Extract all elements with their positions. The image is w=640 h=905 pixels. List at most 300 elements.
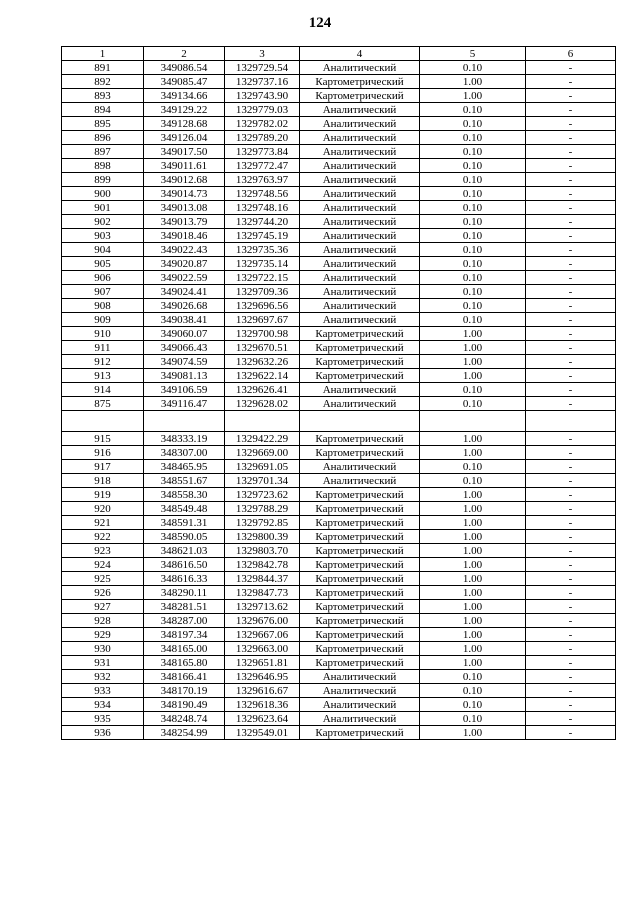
table-cell: 930 <box>62 642 144 656</box>
table-row <box>62 572 616 586</box>
table-cell: 1.00 <box>420 628 526 642</box>
table-cell: 1329622.14 <box>225 369 300 383</box>
table-cell: 1329422.29 <box>225 432 300 446</box>
table-cell: 1.00 <box>420 642 526 656</box>
table-cell: Картометрический <box>300 544 420 558</box>
table-cell: Картометрический <box>300 89 420 103</box>
table-cell: 349126.04 <box>144 131 225 145</box>
table-cell: - <box>526 215 616 229</box>
table-cell: 1.00 <box>420 614 526 628</box>
table-cell: 1329667.06 <box>225 628 300 642</box>
table-cell: 0.10 <box>420 145 526 159</box>
table-cell: 1.00 <box>420 369 526 383</box>
table-cell: 896 <box>62 131 144 145</box>
table-cell: 1329616.67 <box>225 684 300 698</box>
table-cell: 1329789.20 <box>225 131 300 145</box>
table-cell: 0.10 <box>420 117 526 131</box>
table-cell: 1329713.62 <box>225 600 300 614</box>
table-cell: Картометрический <box>300 642 420 656</box>
table-cell: 0.10 <box>420 313 526 327</box>
table-cell: - <box>526 103 616 117</box>
table-cell: 0.10 <box>420 670 526 684</box>
table-cell: 1329701.34 <box>225 474 300 488</box>
table-cell: 891 <box>62 61 144 75</box>
table-row <box>62 75 616 89</box>
table-row <box>62 600 616 614</box>
table-cell: 1329626.41 <box>225 383 300 397</box>
table-cell: - <box>526 656 616 670</box>
table-cell: Аналитический <box>300 215 420 229</box>
table-cell: 349066.43 <box>144 341 225 355</box>
table-cell: - <box>526 726 616 740</box>
table-row <box>62 460 616 474</box>
table-cell: 348616.33 <box>144 572 225 586</box>
table-cell: 915 <box>62 432 144 446</box>
table-cell: - <box>526 89 616 103</box>
table-cell: 0.10 <box>420 159 526 173</box>
table-cell: 1329663.00 <box>225 642 300 656</box>
table-cell: 907 <box>62 285 144 299</box>
column-header: 6 <box>526 47 616 61</box>
table-cell: 1.00 <box>420 600 526 614</box>
table-cell: 923 <box>62 544 144 558</box>
table-cell: 0.10 <box>420 712 526 726</box>
table-cell: Аналитический <box>300 383 420 397</box>
table-cell: 926 <box>62 586 144 600</box>
table-row <box>62 698 616 712</box>
table-row <box>62 726 616 740</box>
table-cell: 348590.05 <box>144 530 225 544</box>
table-header-row <box>62 47 616 61</box>
table-cell: 1.00 <box>420 516 526 530</box>
table-cell: 1329697.67 <box>225 313 300 327</box>
table-cell: 904 <box>62 243 144 257</box>
table-row <box>62 159 616 173</box>
table-cell: 894 <box>62 103 144 117</box>
table-row <box>62 229 616 243</box>
table-cell: Аналитический <box>300 103 420 117</box>
table-row <box>62 446 616 460</box>
table-cell: 902 <box>62 215 144 229</box>
table-cell: 349022.59 <box>144 271 225 285</box>
table-cell: - <box>526 327 616 341</box>
table-cell: 1329748.16 <box>225 201 300 215</box>
table-cell: 912 <box>62 355 144 369</box>
table-row <box>62 313 616 327</box>
table-cell: 925 <box>62 572 144 586</box>
table-cell: 1.00 <box>420 327 526 341</box>
table-cell: 1.00 <box>420 75 526 89</box>
table-cell: - <box>526 516 616 530</box>
table-cell: 0.10 <box>420 103 526 117</box>
table-cell: Аналитический <box>300 201 420 215</box>
table-cell: Картометрический <box>300 530 420 544</box>
table-row <box>62 383 616 397</box>
table-cell: - <box>526 544 616 558</box>
table-cell: 919 <box>62 488 144 502</box>
table-row <box>62 411 616 432</box>
table-cell: 875 <box>62 397 144 411</box>
table-cell: 348190.49 <box>144 698 225 712</box>
table-cell: 924 <box>62 558 144 572</box>
table-cell: 1329735.36 <box>225 243 300 257</box>
table-cell: - <box>526 257 616 271</box>
table-cell: Картометрический <box>300 446 420 460</box>
table-row <box>62 173 616 187</box>
table-cell: - <box>526 642 616 656</box>
table-cell: 0.10 <box>420 684 526 698</box>
table-row <box>62 614 616 628</box>
table-row <box>62 432 616 446</box>
table-row <box>62 299 616 313</box>
table-cell: 1329651.81 <box>225 656 300 670</box>
table-row <box>62 327 616 341</box>
table-cell: 348165.00 <box>144 642 225 656</box>
table-cell: Аналитический <box>300 61 420 75</box>
table-cell: 1329842.78 <box>225 558 300 572</box>
table-cell: 349018.46 <box>144 229 225 243</box>
table-cell: 349024.41 <box>144 285 225 299</box>
table-cell: 1329676.00 <box>225 614 300 628</box>
table-cell: 1329669.00 <box>225 446 300 460</box>
table-cell: 1329691.05 <box>225 460 300 474</box>
table-cell: 1329632.26 <box>225 355 300 369</box>
table-cell: Картометрический <box>300 586 420 600</box>
table-cell: 1329744.20 <box>225 215 300 229</box>
table-cell: 1329722.15 <box>225 271 300 285</box>
table-cell: Аналитический <box>300 271 420 285</box>
table-cell: 933 <box>62 684 144 698</box>
table-cell: 0.10 <box>420 299 526 313</box>
table-cell: 918 <box>62 474 144 488</box>
table-cell: 1329745.19 <box>225 229 300 243</box>
table-cell: 929 <box>62 628 144 642</box>
table-row <box>62 488 616 502</box>
table-cell: 908 <box>62 299 144 313</box>
table-cell: 348248.74 <box>144 712 225 726</box>
table-cell: 1329782.02 <box>225 117 300 131</box>
table-cell: 349013.08 <box>144 201 225 215</box>
table-cell: 921 <box>62 516 144 530</box>
table-row <box>62 271 616 285</box>
table-cell: 1.00 <box>420 572 526 586</box>
table-cell: 348551.67 <box>144 474 225 488</box>
table-cell: 1329803.70 <box>225 544 300 558</box>
table-cell: 349134.66 <box>144 89 225 103</box>
table-cell: - <box>526 684 616 698</box>
table-cell: Аналитический <box>300 131 420 145</box>
table-cell: 1329763.97 <box>225 173 300 187</box>
table-cell: 1329772.47 <box>225 159 300 173</box>
table-cell: 893 <box>62 89 144 103</box>
table-row <box>62 103 616 117</box>
table-cell: 898 <box>62 159 144 173</box>
table-cell: 349013.79 <box>144 215 225 229</box>
table-cell: Аналитический <box>300 474 420 488</box>
table-cell: Картометрический <box>300 572 420 586</box>
table-cell: Аналитический <box>300 460 420 474</box>
table-row <box>62 61 616 75</box>
table-cell: - <box>526 586 616 600</box>
table-cell: 0.10 <box>420 460 526 474</box>
table-cell: 1329737.16 <box>225 75 300 89</box>
table-cell: 909 <box>62 313 144 327</box>
table-cell: Картометрический <box>300 341 420 355</box>
table-cell: Картометрический <box>300 726 420 740</box>
table-cell <box>144 411 225 432</box>
table-cell: Аналитический <box>300 117 420 131</box>
table-cell: - <box>526 530 616 544</box>
table-cell: 349106.59 <box>144 383 225 397</box>
table-cell: - <box>526 558 616 572</box>
table-cell: 349011.61 <box>144 159 225 173</box>
table-cell: 348621.03 <box>144 544 225 558</box>
table-cell: - <box>526 243 616 257</box>
table-cell <box>526 411 616 432</box>
table-cell: 903 <box>62 229 144 243</box>
table-cell: 1.00 <box>420 656 526 670</box>
table-cell: Картометрический <box>300 75 420 89</box>
table-cell: 910 <box>62 327 144 341</box>
table-cell: Аналитический <box>300 712 420 726</box>
table-row <box>62 684 616 698</box>
table-cell: 1.00 <box>420 488 526 502</box>
table-cell: Аналитический <box>300 159 420 173</box>
table-cell: 1.00 <box>420 355 526 369</box>
table-cell: Аналитический <box>300 229 420 243</box>
table-cell: Аналитический <box>300 145 420 159</box>
table-cell: - <box>526 159 616 173</box>
table-cell <box>420 411 526 432</box>
table-cell: 1.00 <box>420 502 526 516</box>
table-cell: 1329748.56 <box>225 187 300 201</box>
table-cell: 348549.48 <box>144 502 225 516</box>
table-row <box>62 516 616 530</box>
table-cell: - <box>526 313 616 327</box>
table-cell: 1.00 <box>420 558 526 572</box>
table-cell: 348616.50 <box>144 558 225 572</box>
table-cell: 1.00 <box>420 586 526 600</box>
table-cell: 935 <box>62 712 144 726</box>
table-row <box>62 642 616 656</box>
table-cell: 1.00 <box>420 341 526 355</box>
table-row <box>62 117 616 131</box>
table-cell: 1329670.51 <box>225 341 300 355</box>
table-row <box>62 712 616 726</box>
table-row <box>62 89 616 103</box>
table-cell: 349026.68 <box>144 299 225 313</box>
table-cell: 349116.47 <box>144 397 225 411</box>
table-cell: Картометрический <box>300 369 420 383</box>
table-cell: 0.10 <box>420 698 526 712</box>
table-cell: Картометрический <box>300 488 420 502</box>
table-cell: - <box>526 698 616 712</box>
table-cell: - <box>526 187 616 201</box>
table-cell: - <box>526 355 616 369</box>
table-cell: 1329623.64 <box>225 712 300 726</box>
table-cell: 936 <box>62 726 144 740</box>
table-cell: 0.10 <box>420 215 526 229</box>
table-cell: 1.00 <box>420 726 526 740</box>
table-cell <box>225 411 300 432</box>
table-cell: 349086.54 <box>144 61 225 75</box>
table-cell: 0.10 <box>420 131 526 145</box>
table-cell: 348166.41 <box>144 670 225 684</box>
table-row <box>62 243 616 257</box>
table-row <box>62 474 616 488</box>
table-cell: - <box>526 432 616 446</box>
table-cell: 928 <box>62 614 144 628</box>
table-cell: - <box>526 670 616 684</box>
table-cell: - <box>526 600 616 614</box>
column-header: 5 <box>420 47 526 61</box>
table-cell: Картометрический <box>300 432 420 446</box>
table-row <box>62 656 616 670</box>
table-cell: 349085.47 <box>144 75 225 89</box>
table-cell: 1329646.95 <box>225 670 300 684</box>
table-cell: 899 <box>62 173 144 187</box>
table-cell: Аналитический <box>300 285 420 299</box>
table-cell: 1.00 <box>420 89 526 103</box>
table-row <box>62 558 616 572</box>
table-cell: Картометрический <box>300 656 420 670</box>
table-row <box>62 502 616 516</box>
page-number: 124 <box>308 15 332 31</box>
table-cell: 349022.43 <box>144 243 225 257</box>
table-cell: Картометрический <box>300 600 420 614</box>
table-cell: 348465.95 <box>144 460 225 474</box>
table-cell: 0.10 <box>420 229 526 243</box>
table-cell: - <box>526 117 616 131</box>
table-cell: - <box>526 712 616 726</box>
table-cell: 0.10 <box>420 61 526 75</box>
table-cell: 0.10 <box>420 173 526 187</box>
table-cell: 348591.31 <box>144 516 225 530</box>
table-cell: 349012.68 <box>144 173 225 187</box>
table-cell: 1329628.02 <box>225 397 300 411</box>
table-cell: 0.10 <box>420 474 526 488</box>
table-cell: 348165.80 <box>144 656 225 670</box>
table-cell: 1.00 <box>420 530 526 544</box>
table-cell: - <box>526 341 616 355</box>
table-cell: - <box>526 614 616 628</box>
table-cell: - <box>526 285 616 299</box>
table-cell: 1329779.03 <box>225 103 300 117</box>
table-cell: 1329723.62 <box>225 488 300 502</box>
table-row <box>62 586 616 600</box>
table-cell: 1329788.29 <box>225 502 300 516</box>
table-cell: 0.10 <box>420 187 526 201</box>
column-header: 3 <box>225 47 300 61</box>
table-cell: 1.00 <box>420 432 526 446</box>
table-cell: - <box>526 229 616 243</box>
table-cell: Картометрический <box>300 355 420 369</box>
table-row <box>62 285 616 299</box>
table-cell: - <box>526 75 616 89</box>
table-cell: 349014.73 <box>144 187 225 201</box>
table-row <box>62 215 616 229</box>
table-cell: 1329700.98 <box>225 327 300 341</box>
table-cell: Аналитический <box>300 670 420 684</box>
table-row <box>62 187 616 201</box>
table-cell: - <box>526 460 616 474</box>
table-cell: Аналитический <box>300 257 420 271</box>
table-cell: 1329743.90 <box>225 89 300 103</box>
table-cell: - <box>526 488 616 502</box>
table-cell: - <box>526 145 616 159</box>
table-cell: 349017.50 <box>144 145 225 159</box>
table-cell: 1.00 <box>420 544 526 558</box>
table-cell: - <box>526 572 616 586</box>
table-cell: 905 <box>62 257 144 271</box>
table-row <box>62 341 616 355</box>
table-cell: 897 <box>62 145 144 159</box>
table-cell: Аналитический <box>300 173 420 187</box>
table-cell: 0.10 <box>420 397 526 411</box>
table-row <box>62 369 616 383</box>
table-cell: 0.10 <box>420 383 526 397</box>
table-row <box>62 355 616 369</box>
table-cell: 900 <box>62 187 144 201</box>
table-cell: 920 <box>62 502 144 516</box>
table-cell: 1329735.14 <box>225 257 300 271</box>
table-cell: - <box>526 61 616 75</box>
table-cell: - <box>526 369 616 383</box>
table-cell: 932 <box>62 670 144 684</box>
table-cell: 922 <box>62 530 144 544</box>
table-row <box>62 257 616 271</box>
column-header: 2 <box>144 47 225 61</box>
table-cell: Аналитический <box>300 397 420 411</box>
table-cell: Аналитический <box>300 313 420 327</box>
table-cell: 914 <box>62 383 144 397</box>
table-cell: 1329844.37 <box>225 572 300 586</box>
table-row <box>62 145 616 159</box>
table-cell: - <box>526 446 616 460</box>
table-cell: 927 <box>62 600 144 614</box>
table-cell: 348254.99 <box>144 726 225 740</box>
table-cell: 349074.59 <box>144 355 225 369</box>
table-cell: Картометрический <box>300 516 420 530</box>
table-cell: 913 <box>62 369 144 383</box>
table-row <box>62 670 616 684</box>
column-header: 1 <box>62 47 144 61</box>
table-cell: Картометрический <box>300 327 420 341</box>
table-cell: Аналитический <box>300 299 420 313</box>
table-cell: Аналитический <box>300 187 420 201</box>
table-cell: 1329800.39 <box>225 530 300 544</box>
table-cell: 895 <box>62 117 144 131</box>
table-cell: - <box>526 474 616 488</box>
table-cell: 917 <box>62 460 144 474</box>
table-cell: 901 <box>62 201 144 215</box>
table-cell: 934 <box>62 698 144 712</box>
table-row <box>62 530 616 544</box>
table-cell: 348287.00 <box>144 614 225 628</box>
table-cell: 349020.87 <box>144 257 225 271</box>
table-cell: 348170.19 <box>144 684 225 698</box>
table-cell: - <box>526 173 616 187</box>
table-cell: Картометрический <box>300 502 420 516</box>
table-cell: 1329847.73 <box>225 586 300 600</box>
table-cell: 349060.07 <box>144 327 225 341</box>
table-cell: 1329549.01 <box>225 726 300 740</box>
table-cell <box>300 411 420 432</box>
table-cell: - <box>526 628 616 642</box>
table-row <box>62 201 616 215</box>
table-cell: Картометрический <box>300 614 420 628</box>
table-cell: 906 <box>62 271 144 285</box>
